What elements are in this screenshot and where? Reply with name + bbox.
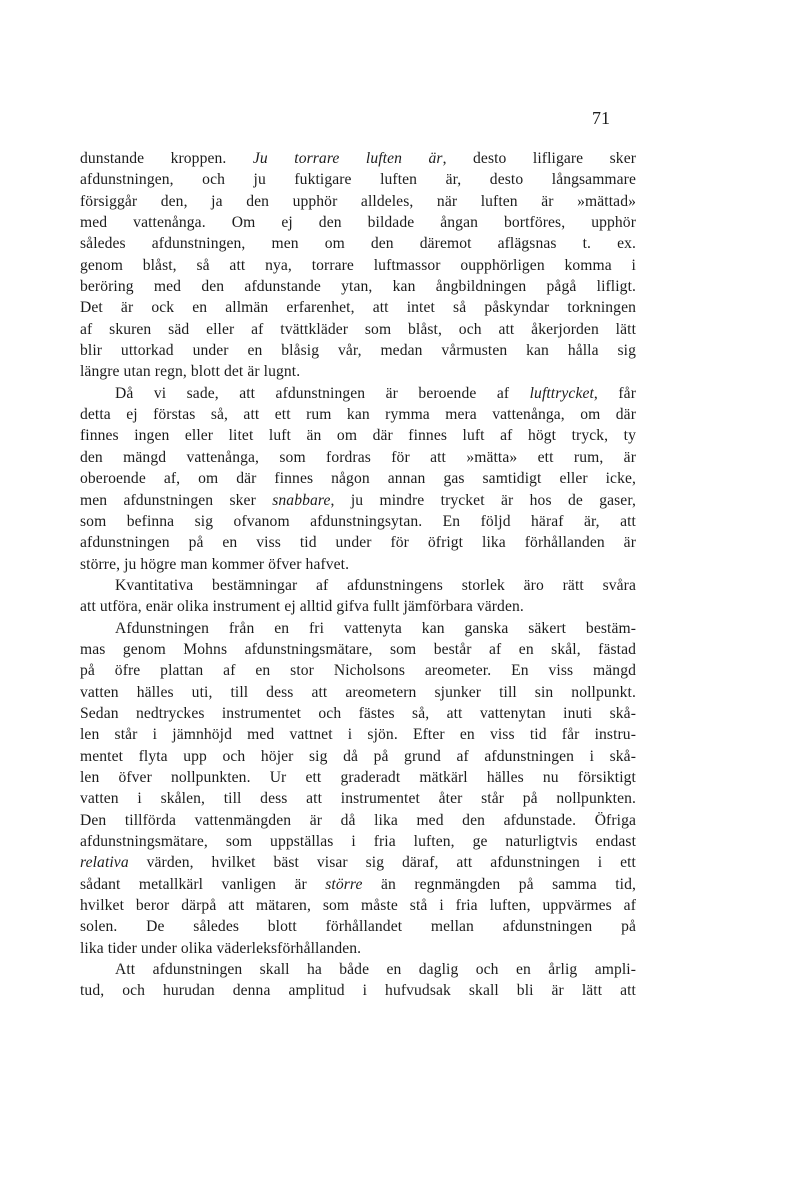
- text-line: Den tillförda vattenmängden är då lika med den afdunstade. Öfriga: [80, 811, 636, 829]
- text-line: mas genom Mohns afdunstningsmätare, som består af en skål, fästad: [80, 640, 636, 658]
- text-line: Det är ock en allmän erfarenhet, att intet så påskyndar torkningen: [80, 299, 636, 317]
- text-line: Sedan nedtryckes instrumentet och fästes så, att vattenytan inuti skå-: [80, 704, 636, 722]
- text-line: vatten i skålen, till dess att instrumentet åter står på nollpunkten.: [80, 790, 636, 808]
- text-line: längre utan regn, blott det är lugnt.: [80, 363, 301, 381]
- body-text: [80, 148, 636, 1002]
- text-line: mentet flyta upp och höjer sig då på grund af afdunstningen i skå-: [80, 747, 636, 765]
- text-line: men afdunstningen sker snabbare, ju mindre trycket är hos de gaser,: [80, 491, 636, 509]
- text-line: större, ju högre man kommer öfver hafvet.: [80, 555, 350, 573]
- text-line: len står i jämnhöjd med vattnet i sjön. Efter en viss tid får instru-: [80, 726, 636, 744]
- text-line: afdunstningsmätare, som uppställas i fria luften, ge naturligtvis endast: [80, 833, 636, 850]
- text-line: afdunstningen på en viss tid under för öfrigt lika förhållanden är: [80, 534, 636, 552]
- text-line: detta ej förstas så, att ett rum kan rymma mera vattenånga, om där: [80, 406, 636, 424]
- text-line: af skuren säd eller af tvättkläder som blåst, och att åkerjorden lätt: [80, 320, 636, 338]
- text-line: Kvantitativa bestämningar af afdunstningens storlek äro rätt svåra: [115, 576, 636, 594]
- text-line: försiggår den, ja den upphör alldeles, när luften är »mättad»: [80, 192, 636, 210]
- text-line: Att afdunstningen skall ha både en daglig och en årlig ampli-: [115, 961, 636, 979]
- text-line: hvilket beror därpå att mätaren, som måste stå i fria luften, uppvärmes af: [80, 897, 636, 915]
- text-line: len öfver nollpunkten. Ur ett graderadt mätkärl hälles nu försiktigt: [80, 768, 636, 786]
- text-line: sådant metallkärl vanligen är större än regnmängden på samma tid,: [80, 875, 636, 893]
- text-line: lika tider under olika väderleksförhållanden.: [80, 939, 362, 957]
- text-line: på öfre plattan af en stor Nicholsons areometer. En viss mängd: [80, 662, 636, 680]
- text-line: dunstande kroppen. Ju torrare luften är, desto lifligare sker: [80, 150, 637, 167]
- text-line: relativa värden, hvilket bäst visar sig däraf, att afdunstningen i ett: [80, 854, 636, 872]
- text-line: den mängd vattenånga, som fordras för att »mätta» ett rum, är: [80, 448, 636, 466]
- page-number: 71: [592, 108, 610, 128]
- text-line: som befinna sig ofvanom afdunstningsytan. En följd häraf är, att: [80, 512, 636, 530]
- text-line: oberoende af, om där finnes någon annan gas samtidigt eller icke,: [80, 470, 636, 488]
- text-line: Då vi sade, att afdunstningen är beroende af lufttrycket, får: [115, 384, 636, 402]
- text-line: beröring med den afdunstande ytan, kan ångbildningen pågå lifligt.: [80, 278, 636, 296]
- text-line: således afdunstningen, men om den däremot aflägsnas t. ex.: [80, 235, 636, 253]
- text-line: med vattenånga. Om ej den bildade ångan bortföres, upphör: [80, 214, 636, 232]
- text-line: finnes ingen eller litet luft än om där finnes luft af högt tryck, ty: [80, 427, 636, 445]
- text-line: blir uttorkad under en blåsig vår, medan vårmusten kan hålla sig: [80, 342, 636, 360]
- text-line: Afdunstningen från en fri vattenyta kan ganska säkert bestäm-: [115, 619, 636, 637]
- text-line: vatten hälles uti, till dess att areometern sjunker till sin nollpunkt.: [80, 683, 636, 701]
- text-line: afdunstningen, och ju fuktigare luften är, desto långsammare: [80, 171, 636, 189]
- text-line: solen. De således blott förhållandet mellan afdunstningen på: [80, 918, 636, 936]
- text-line: att utföra, enär olika instrument ej alltid gifva fullt jämförbara värden.: [80, 598, 524, 616]
- text-line: tud, och hurudan denna amplitud i hufvudsak skall bli är lätt att: [80, 982, 636, 1000]
- text-line: genom blåst, så att nya, torrare luftmassor oupphörligen komma i: [80, 256, 636, 274]
